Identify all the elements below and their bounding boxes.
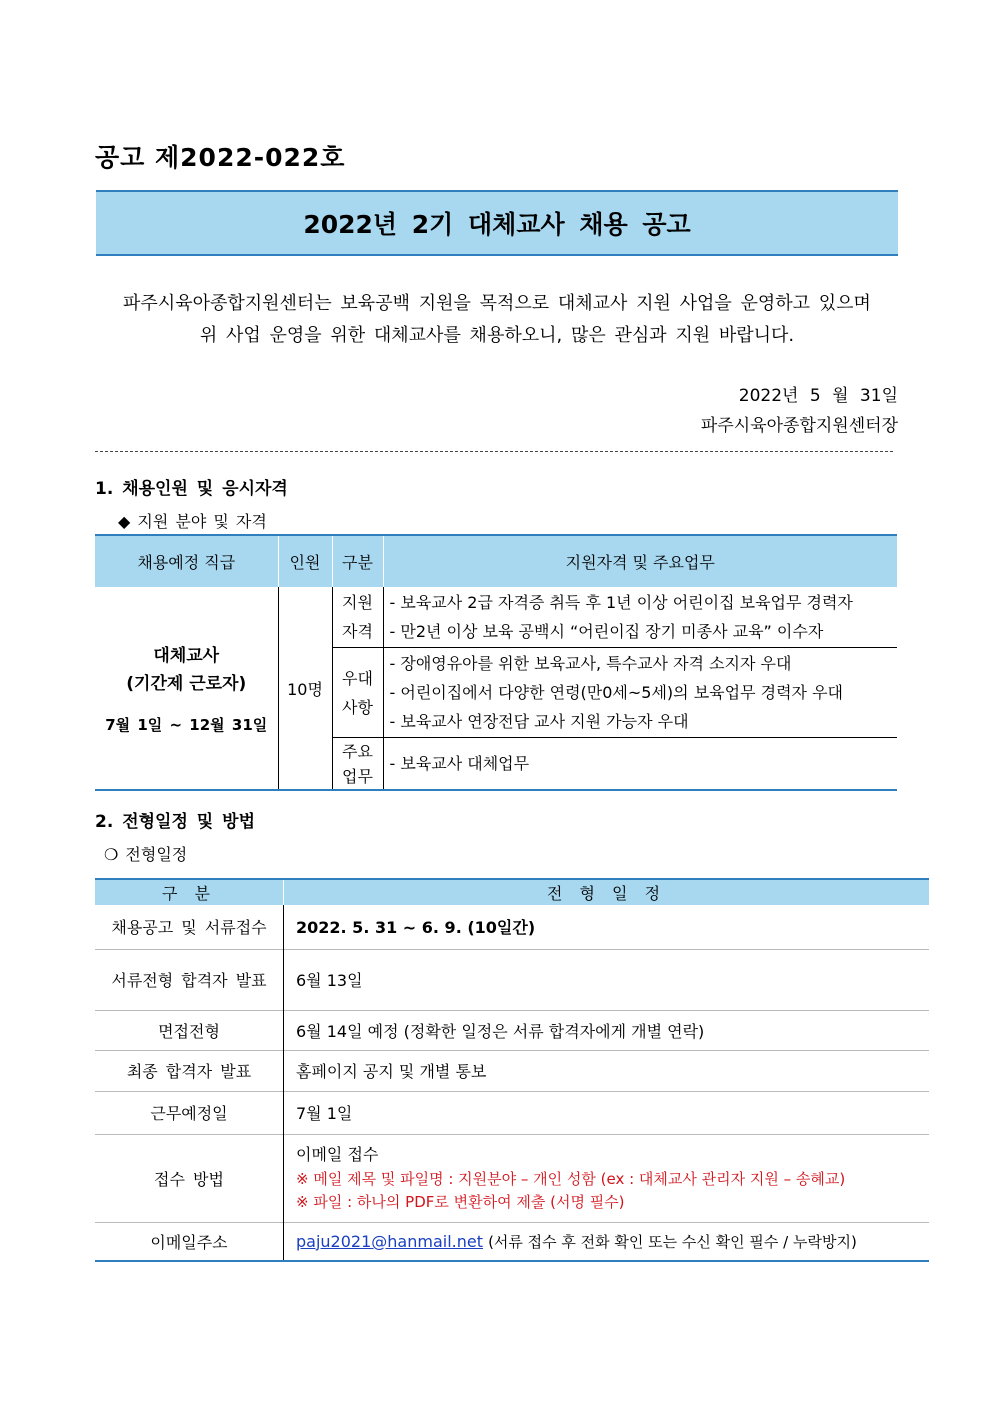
list-item: - 보육교사 대체업무 — [389, 754, 530, 773]
section2-heading: 2. 전형일정 및 방법 — [95, 812, 255, 832]
category-label: 자격 — [342, 622, 373, 641]
headcount-cell: 10명 — [278, 587, 332, 790]
section1-heading: 1. 채용인원 및 응시자격 — [95, 479, 288, 499]
table-row — [95, 905, 929, 949]
list-item: - 보육교사 2급 자격증 취득 후 1년 이상 어린이집 보육업무 경력자 — [389, 593, 853, 612]
duty-cell — [383, 738, 897, 791]
table-row — [95, 1134, 929, 1222]
schedule-value: 홈페이지 공지 및 개별 통보 — [284, 1050, 930, 1091]
schedule-value: 6월 14일 예정 (정확한 일정은 서류 합격자에게 개별 연락) — [284, 1010, 930, 1050]
schedule-label: 근무예정일 — [95, 1091, 284, 1134]
category-label: 지원 — [342, 593, 373, 612]
table-row — [95, 949, 929, 1010]
category-cell — [332, 738, 383, 791]
category-cell — [332, 648, 383, 738]
intro-line-2: 위 사업 운영을 위한 대체교사를 채용하오니, 많은 관심과 지원 바랍니다. — [199, 325, 795, 346]
header-category: 구분 — [332, 535, 383, 587]
category-label: 주요 — [342, 741, 373, 761]
schedule-label: 면접전형 — [95, 1010, 284, 1050]
schedule-label: 서류전형 합격자 발표 — [95, 949, 284, 1010]
email-cell — [284, 1222, 930, 1261]
list-item: - 장애영유아를 위한 보육교사, 특수교사 자격 소지자 우대 — [389, 654, 792, 673]
category-cell — [332, 587, 383, 648]
date-block — [701, 381, 898, 441]
table-row — [95, 1050, 929, 1091]
apply-method-cell — [284, 1134, 930, 1222]
intro-paragraph — [96, 288, 898, 352]
apply-note-title: ※ 메일 제목 및 파일명 : 지원분야 – 개인 성함 (ex : 대체교사 관리자 지원 – 송혜교) — [296, 1170, 846, 1188]
list-item: - 보육교사 연장전담 교사 지원 가능자 우대 — [389, 712, 689, 731]
email-note: (서류 접수 후 전화 확인 또는 수신 확인 필수 / 누락방지) — [488, 1232, 857, 1251]
qualification-table — [95, 534, 897, 791]
qualification-cell — [383, 587, 897, 648]
table-row — [95, 587, 897, 648]
table-header-row — [95, 879, 929, 905]
category-label: 우대 — [342, 668, 373, 688]
schedule-label: 최종 합격자 발표 — [95, 1050, 284, 1091]
header-schedule: 전 형 일 정 — [284, 879, 930, 905]
section1-subheading: ◆ 지원 분야 및 자격 — [118, 512, 267, 531]
category-label: 사항 — [342, 697, 373, 717]
apply-method-label: 접수 방법 — [95, 1134, 284, 1222]
schedule-value: 7월 1일 — [284, 1091, 930, 1134]
header-qualification: 지원자격 및 주요업무 — [383, 535, 897, 587]
header-count: 인원 — [278, 535, 332, 587]
table-row — [95, 1091, 929, 1134]
category-label: 업무 — [342, 766, 373, 786]
apply-note-file: ※ 파일 : 하나의 PDF로 변환하여 제출 (서명 필수) — [296, 1193, 625, 1211]
position-type: (기간제 근로자) — [126, 673, 247, 694]
list-item: - 만2년 이상 보육 공백시 “어린이집 장기 미종사 교육” 이수자 — [389, 622, 824, 641]
header-position: 채용예정 직급 — [95, 535, 278, 587]
notice-date: 2022년 5 월 31일 — [738, 386, 898, 406]
notice-number: 공고 제2022-022호 — [95, 143, 346, 172]
header-category: 구 분 — [95, 879, 284, 905]
email-label: 이메일주소 — [95, 1222, 284, 1261]
schedule-value: 2022. 5. 31 ~ 6. 9. (10일간) — [284, 905, 930, 949]
apply-method-value: 이메일 접수 — [296, 1145, 379, 1164]
page-title: 2022년 2기 대체교사 채용 공고 — [96, 190, 898, 256]
table-header-row — [95, 535, 897, 587]
table-row — [95, 1010, 929, 1050]
issuer: 파주시육아종합지원센터장 — [700, 416, 898, 436]
schedule-value: 6월 13일 — [284, 949, 930, 1010]
list-item: - 어린이집에서 다양한 연령(만0세~5세)의 보육업무 경력자 우대 — [389, 683, 843, 702]
schedule-table — [95, 878, 929, 1262]
preference-cell — [383, 648, 897, 738]
section2-subheading: ❍ 전형일정 — [104, 845, 188, 864]
email-link[interactable]: paju2021@hanmail.net — [296, 1231, 483, 1251]
employment-period: 7월 1일 ~ 12월 31일 — [105, 715, 268, 734]
intro-line-1: 파주시육아종합지원센터는 보육공백 지원을 목적으로 대체교사 지원 사업을 운영하고 있으며 — [123, 293, 871, 314]
table-row — [95, 1222, 929, 1261]
position-cell — [95, 587, 278, 790]
divider — [95, 451, 893, 452]
position-title: 대체교사 — [153, 645, 220, 666]
schedule-label: 채용공고 및 서류접수 — [111, 918, 267, 938]
